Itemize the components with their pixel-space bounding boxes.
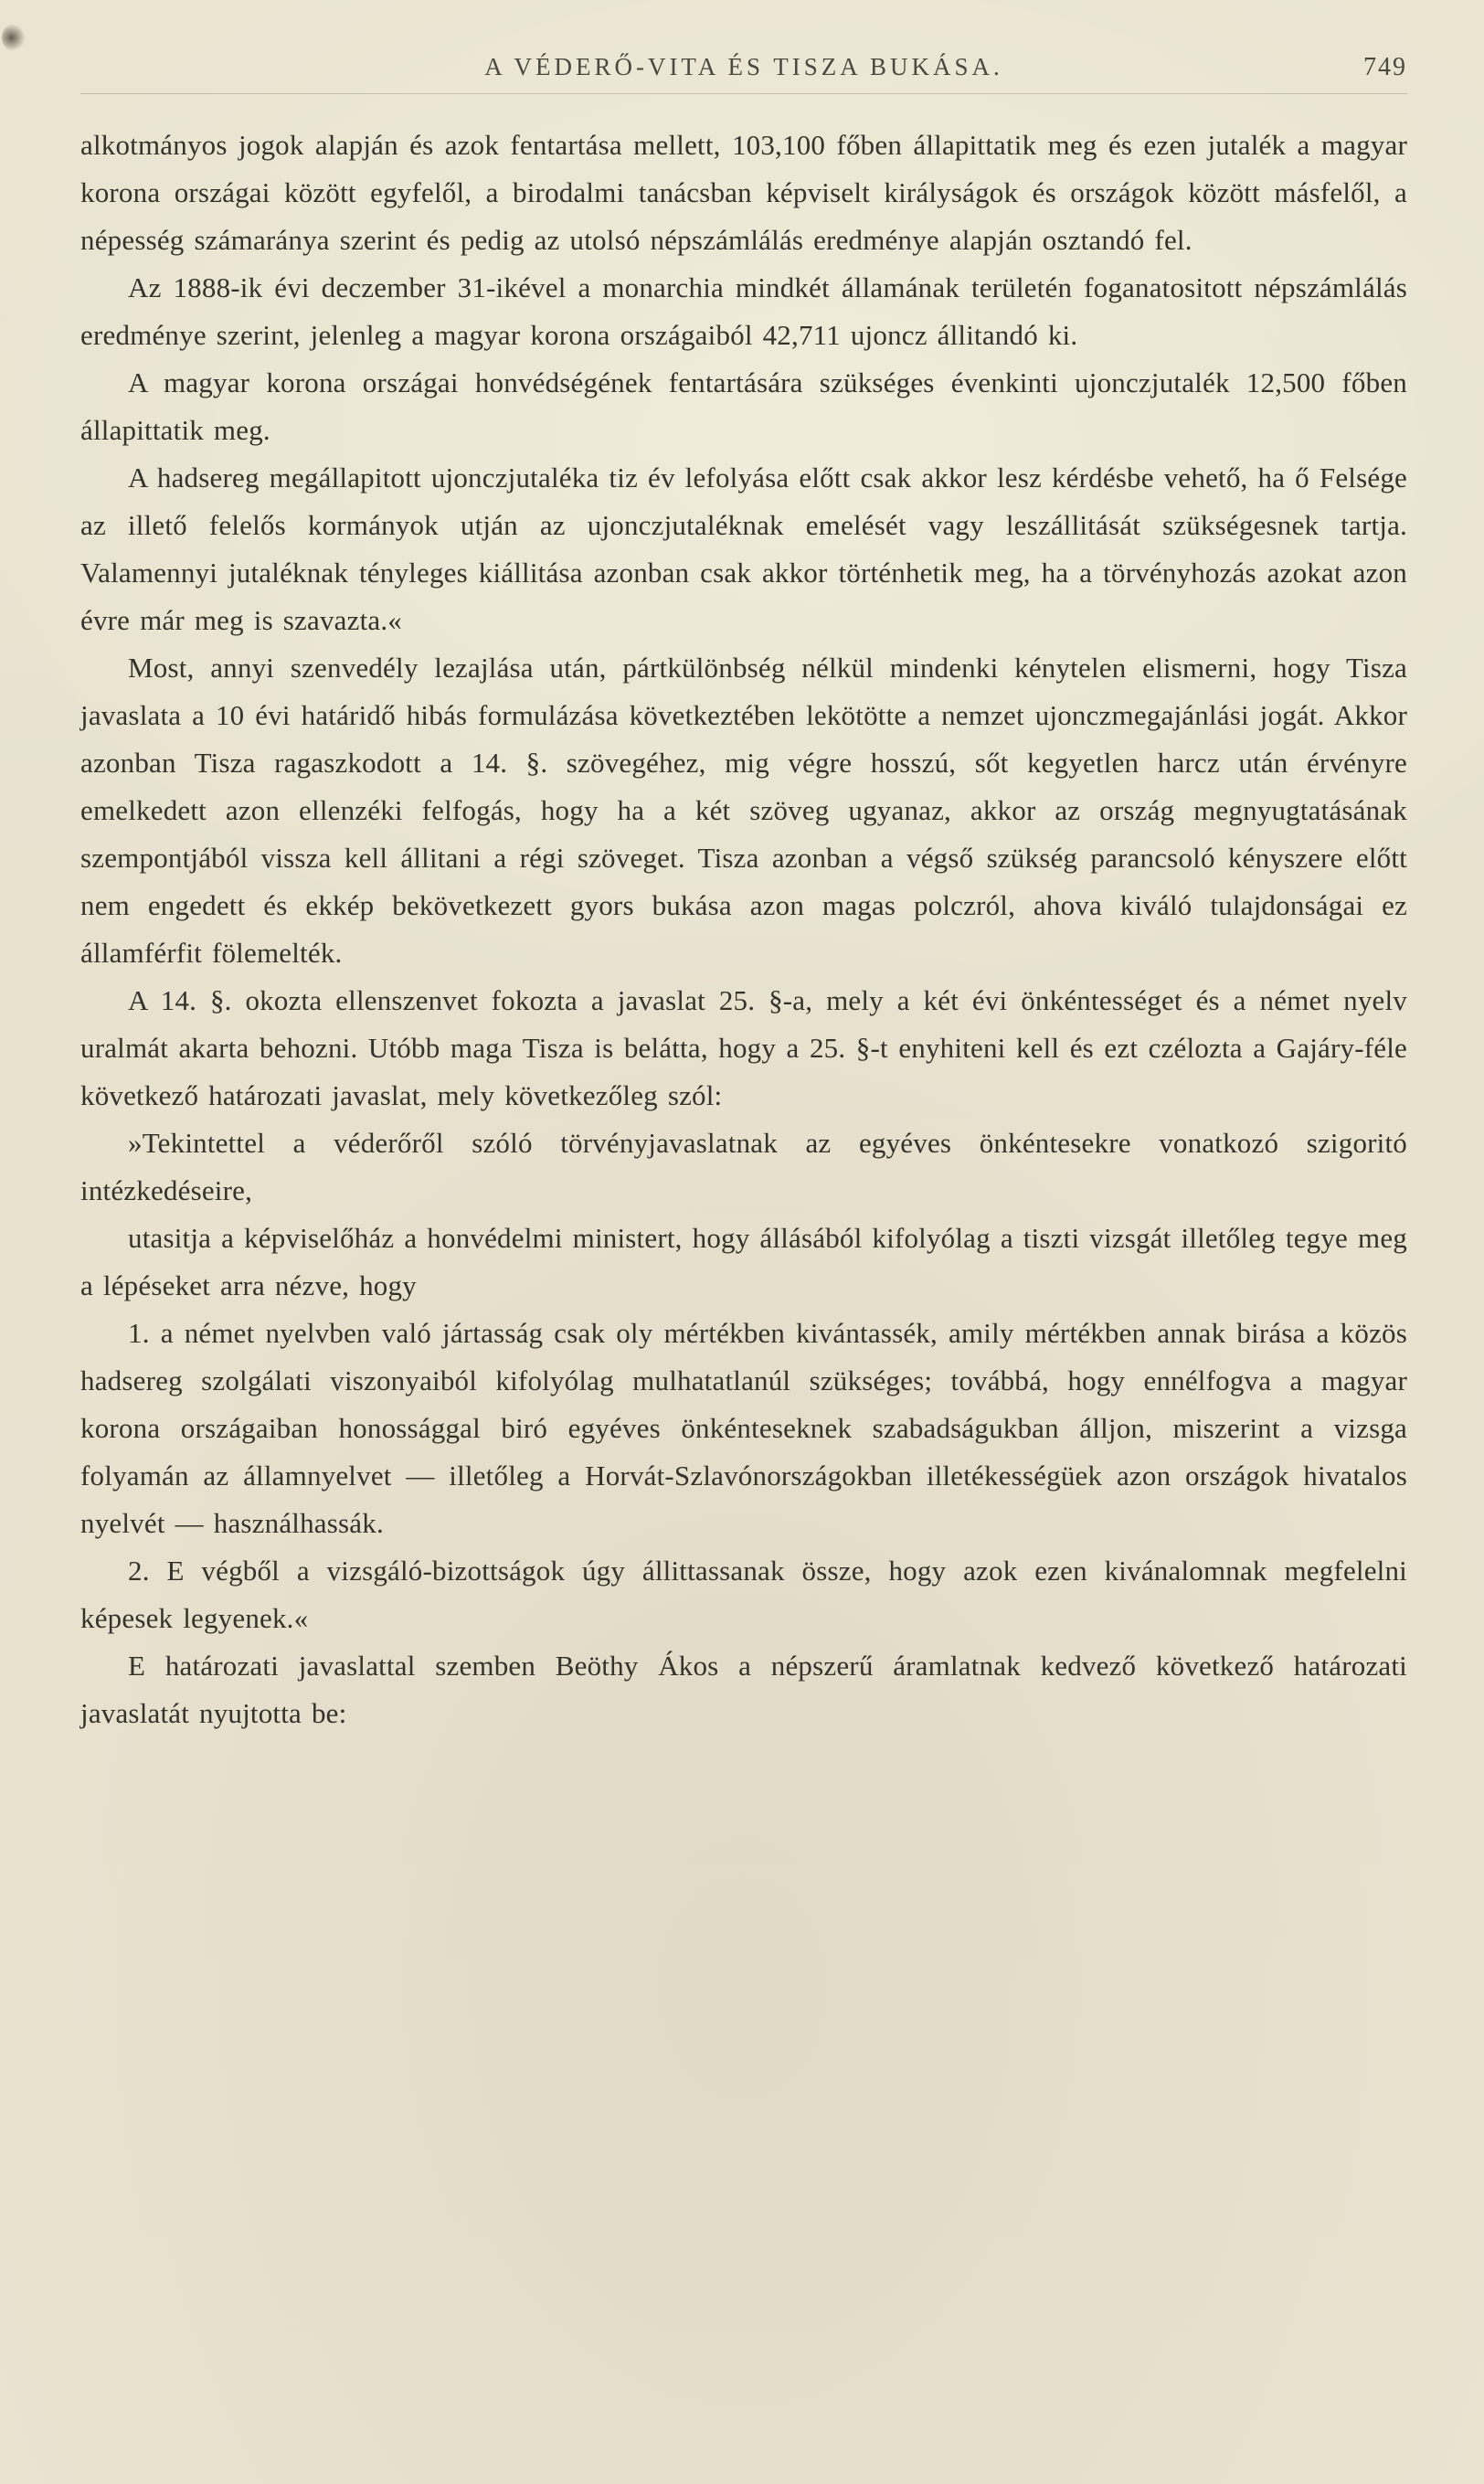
paragraph: Az 1888-ik évi deczember 31-ikével a monarchia mindkét államának területén foganatositott népszámlálás eredménye szerint, jelenleg a magyar korona országaiból 42,711 ujoncz állitandó ki. xyxy=(80,271,1407,351)
chapter-title: A VÉDERŐ-VITA ÉS TISZA BUKÁSA. xyxy=(484,53,1003,80)
page-number: 749 xyxy=(1363,53,1407,81)
running-header xyxy=(80,53,1407,94)
paragraph: E határozati javaslattal szemben Beöthy Ákos a népszerű áramlatnak kedvező következő határozati javaslatát nyujtotta be: xyxy=(80,1650,1407,1729)
paragraph: Most, annyi szenvedély lezajlása után, pártkülönbség nélkül mindenki kénytelen elismerni, hogy Tisza javaslata a 10 évi határidő hibás formulázása következtében lekötötte a nemzet ujonczmegajánlási jogát. Akkor azonban Tisza ragaszkodott a 14. §. szövegéhez, mig végre hosszú, sőt kegyetlen harcz után érvényre emelkedett azon ellenzéki felfogás, hogy ha a két szöveg ugyanaz, akkor az ország megnyugtatásának szempontjából vissza kell állitani a régi szöveget. Tisza azonban a végső szükség parancsoló kényszere előtt nem engedett és ekkép bekövetkezett gyors bukása azon magas polczról, ahova kiváló tulajdonságai ez államférfit fölemelték. xyxy=(80,652,1407,969)
paragraph: 1. a német nyelvben való jártasság csak oly mértékben kivántassék, amily mértékben annak birása a közös hadsereg szolgálati viszonyaiból kifolyólag mulhatatlanúl szükséges; továbbá, hogy ennélfogva a magyar korona országaiban honossággal biró egyéves önkénteseknek szabadságukban álljon, miszerint a vizsga folyamán az államnyelvet — illetőleg a Horvát-Szlavónországokban illetékességüek azon országok hivatalos nyelvét — használhassák. xyxy=(80,1317,1407,1539)
paragraph: A 14. §. okozta ellenszenvet fokozta a javaslat 25. §-a, mely a két évi önkéntességet és a német nyelv uralmát akarta behozni. Utóbb maga Tisza is belátta, hogy a 25. §-t enyhiteni kell és ezt czélozta a Gajáry-féle következő határozati javaslat, mely következőleg szól: xyxy=(80,984,1407,1111)
scan-smudge-artifact xyxy=(2,24,26,51)
paragraph: »Tekintettel a véderőről szóló törvényjavaslatnak az egyéves önkéntesekre vonatkozó szigoritó intézkedéseire, xyxy=(80,1127,1407,1206)
paragraph: A magyar korona országai honvédségének fentartására szükséges évenkinti ujonczjutalék 12,500 főben állapittatik meg. xyxy=(80,366,1407,446)
paragraph: utasitja a képviselőház a honvédelmi ministert, hogy állásából kifolyólag a tiszti vizsgát illetőleg tegye meg a lépéseket arra nézve, hogy xyxy=(80,1222,1407,1301)
paragraph: 2. E végből a vizsgáló-bizottságok úgy állittassanak össze, hogy azok ezen kivánalomnak megfelelni képesek legyenek.« xyxy=(80,1555,1407,1634)
paragraph: A hadsereg megállapitott ujonczjutaléka tiz év lefolyása előtt csak akkor lesz kérdésbe vehető, ha ő Felsége az illető felelős kormányok utján az ujonczjutaléknak emelését vagy leszállitását szükségesnek tartja. Valamennyi jutaléknak tényleges kiállitása azonban csak akkor történhetik meg, ha a törvényhozás azokat azon évre már meg is szavazta.« xyxy=(80,462,1407,636)
page-body-text xyxy=(80,122,1407,1737)
paragraph: alkotmányos jogok alapján és azok fentartása mellett, 103,100 főben állapittatik meg és ezen jutalék a magyar korona országai között egyfelől, a birodalmi tanácsban képviselt királyságok és országok között másfelől, a népesség számaránya szerint és pedig az utolsó népszámlálás eredménye alapján osztandó fel. xyxy=(80,129,1407,256)
